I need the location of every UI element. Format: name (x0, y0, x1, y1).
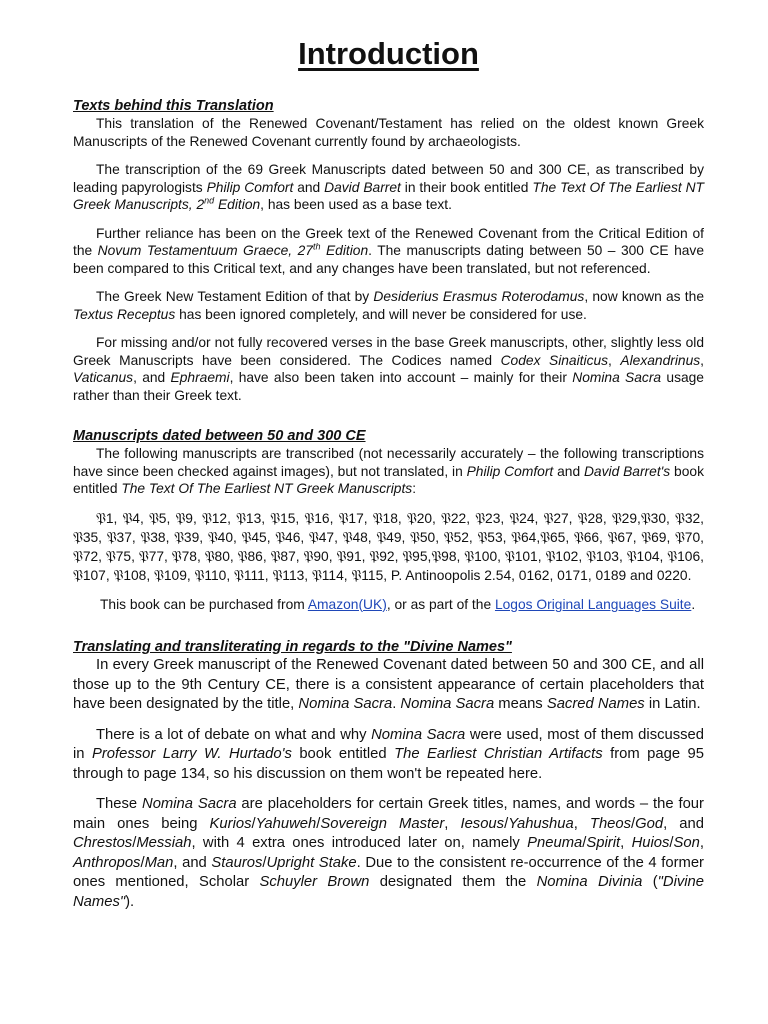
paragraph: This translation of the Renewed Covenant/Testament has relied on the oldest known Greek Manuscripts of the Renewed Covenant currently found by archaeologists. (73, 116, 704, 149)
italic-text: Textus Receptus (73, 306, 176, 322)
text: means (494, 696, 547, 712)
text: / (669, 835, 674, 851)
section-texts-behind-translation (73, 98, 704, 404)
text: , has been used as a base text. (260, 197, 452, 212)
italic-text: Huios (631, 835, 670, 851)
text: , now known as the (584, 289, 704, 304)
italic-text: Spirit (586, 835, 621, 851)
italic-text: Chrestos (73, 835, 133, 851)
title-wrapper (73, 0, 704, 98)
text: In every Greek manuscript of the Renewed Covenant dated between 50 and 300 CE, and all those up to the 9th Century CE, there is a consistent appearance of certain placeholders that have been designated by the title, (73, 657, 704, 712)
italic-text: Sovereign Master (320, 815, 445, 832)
italic-text: Desiderius Erasmus Roterodamus (373, 289, 585, 304)
text: ). (125, 893, 135, 910)
text: , and (133, 370, 171, 385)
italic-text: Messiah (136, 835, 192, 851)
italic-text: Vaticanus (73, 370, 134, 385)
italic-text: Son (673, 835, 700, 851)
text: The following manuscripts are transcribed (not necessarily accurately – the following transcriptions have since been checked against images), but not translated, in (73, 446, 704, 479)
text: , (573, 815, 590, 832)
amazon-link[interactable]: Amazon(UK) (307, 596, 387, 612)
text: , have also been taken into account – mainly for their (229, 370, 573, 385)
paragraph (73, 161, 704, 214)
italic-text: Codex Sinaiticus (500, 352, 609, 368)
text: . (691, 596, 696, 612)
text: . The manuscripts dating between 50 – 300 CE have been compared to this Critical text, and any changes have been translated, but not referenced. (73, 243, 704, 276)
text: Further reliance has been on the Greek text of the Renewed Covenant from the Critical Edition of the (73, 225, 704, 258)
text: , (620, 835, 632, 851)
text: There is a lot of debate on what and why (96, 726, 372, 743)
text: . Due to the consistent re-occurrence of the 4 former ones mentioned, Scholar (73, 854, 704, 890)
text: were used, most of them discussed in (73, 726, 704, 762)
paragraph (73, 656, 704, 715)
italic-text: "Divine Names" (73, 874, 705, 910)
italic-text: Alexandrinus (620, 352, 701, 368)
paragraph (73, 726, 704, 785)
paragraph (73, 596, 704, 614)
section-heading: Translating and transliterating in regards to the "Divine Names" (73, 639, 512, 655)
paragraph (73, 334, 704, 404)
manuscript-list: 𝔓1, 𝔓4, 𝔓5, 𝔓9, 𝔓12, 𝔓13, 𝔓15, 𝔓16, 𝔓17, 𝔓18, 𝔓20, 𝔓22, 𝔓23, 𝔓24, 𝔓27, 𝔓28, 𝔓29,𝔓30, 𝔓32, 𝔓35, 𝔓37, 𝔓38, 𝔓39, 𝔓40, 𝔓45, 𝔓46, 𝔓47, 𝔓48, 𝔓49, 𝔓50, 𝔓52, 𝔓53, 𝔓64,𝔓65, 𝔓66, 𝔓67, 𝔓69, 𝔓70, 𝔓72, 𝔓75, 𝔓77, 𝔓78, 𝔓80, 𝔓86, 𝔓87, 𝔓90, 𝔓91, 𝔓92, 𝔓95,𝔓98, 𝔓100, 𝔓101, 𝔓102, 𝔓103, 𝔓104, 𝔓106, 𝔓107, 𝔓108, 𝔓109, 𝔓110, 𝔓111, 𝔓113, 𝔓114, 𝔓115, P. Antinoopolis 2.54, 0162, 0171, 0189 and 0220. (73, 510, 704, 583)
paragraph (73, 445, 704, 498)
italic-text: The Earliest Christian Artifacts (394, 746, 603, 762)
italic-text: Professor Larry W. Hurtado's (92, 746, 292, 762)
text: , (699, 835, 704, 851)
text: book entitled (73, 463, 704, 496)
italic-text: David Barret's (583, 463, 671, 479)
italic-text: God (635, 815, 664, 832)
text: / (631, 815, 636, 832)
italic-text: Philip Comfort (206, 179, 294, 195)
text: , with 4 extra ones introduced later on, namely (191, 835, 528, 851)
text: , and (663, 815, 704, 832)
italic-text: The Text Of The Earliest NT Greek Manuscripts (121, 481, 413, 496)
text: The Greek New Testament Edition of that by (96, 289, 374, 304)
text: / (504, 815, 509, 832)
text: , or as part of the (386, 596, 495, 612)
italic-text: Pneuma (527, 835, 583, 851)
text: ( (642, 874, 658, 890)
italic-text: Nomina Sacra (371, 726, 466, 743)
italic-text: Sacred Names (546, 696, 645, 712)
text: / (132, 835, 137, 851)
text: in their book entitled (400, 179, 533, 195)
text: and (293, 179, 325, 195)
text: / (262, 854, 267, 871)
text: has been ignored completely, and will never be considered for use. (175, 306, 587, 322)
text: , (444, 815, 461, 832)
superscript: nd (204, 195, 215, 206)
text: , (700, 352, 705, 368)
text: , and (173, 854, 212, 871)
italic-text: Nomina Sacra (142, 796, 237, 812)
italic-text: Yahuweh (255, 815, 317, 832)
text: / (316, 815, 321, 832)
italic-text: Iesous (460, 815, 505, 832)
text: / (582, 835, 587, 851)
italic-text: Upright Stake (266, 854, 357, 871)
italic-text: Nomina Sacra (400, 696, 495, 712)
text: This book can be purchased from (100, 596, 308, 612)
italic-text: Edition (320, 243, 369, 258)
italic-text: Man (144, 854, 174, 871)
italic-text: Nomina Divinia (536, 874, 643, 890)
italic-text: Nomina Sacra (572, 370, 662, 385)
text: designated them the (369, 874, 537, 890)
italic-text: Ephraemi (170, 370, 230, 385)
text: usage rather than their Greek text. (73, 370, 704, 403)
text: These (96, 796, 143, 812)
section-manuscripts (73, 428, 704, 613)
italic-text: Anthropos (73, 854, 141, 871)
text: and (553, 463, 584, 479)
paragraph (73, 795, 704, 912)
italic-text: David Barret (324, 179, 401, 195)
italic-text: Yahushua (508, 815, 574, 832)
text: book entitled (291, 746, 395, 762)
text: , (608, 352, 621, 368)
logos-suite-link[interactable]: Logos Original Languages Suite (494, 596, 692, 612)
paragraph (73, 288, 704, 323)
superscript: th (312, 241, 321, 252)
italic-text: Stauros (211, 854, 263, 871)
italic-text: Theos (589, 815, 632, 832)
paragraph (73, 225, 704, 278)
text: : (412, 481, 417, 496)
text: in Latin. (644, 696, 701, 712)
text: / (140, 854, 145, 871)
italic-text: Schuyler Brown (259, 874, 370, 890)
italic-text: Philip Comfort (466, 463, 554, 479)
italic-text: The Text Of The Earliest NT Greek Manuscripts, 2 (73, 179, 704, 212)
text: are placeholders for certain Greek titles, names, and words – the four main ones being (73, 796, 704, 832)
text: . (392, 696, 401, 712)
text: For missing and/or not fully recovered verses in the base Greek manuscripts, other, slightly less old Greek Manuscripts have been considered. The Codices named (73, 335, 704, 368)
text: / (251, 815, 256, 832)
italic-text: Novum Testamentuum Graece, 27 (97, 243, 313, 258)
text: from page 95 through to page 134, so his discussion on them won't be repeated here. (73, 746, 704, 782)
italic-text: Nomina Sacra (298, 696, 393, 712)
section-heading: Manuscripts dated between 50 and 300 CE (73, 428, 366, 444)
section-heading: Texts behind this Translation (73, 98, 274, 114)
italic-text: Edition (214, 197, 261, 212)
italic-text: Kurios (209, 815, 252, 832)
page-title: Introduction (298, 36, 479, 71)
section-divine-names (73, 639, 704, 912)
text: The transcription of the 69 Greek Manuscripts dated between 50 and 300 CE, as transcribed by leading papyrologists (73, 162, 704, 195)
